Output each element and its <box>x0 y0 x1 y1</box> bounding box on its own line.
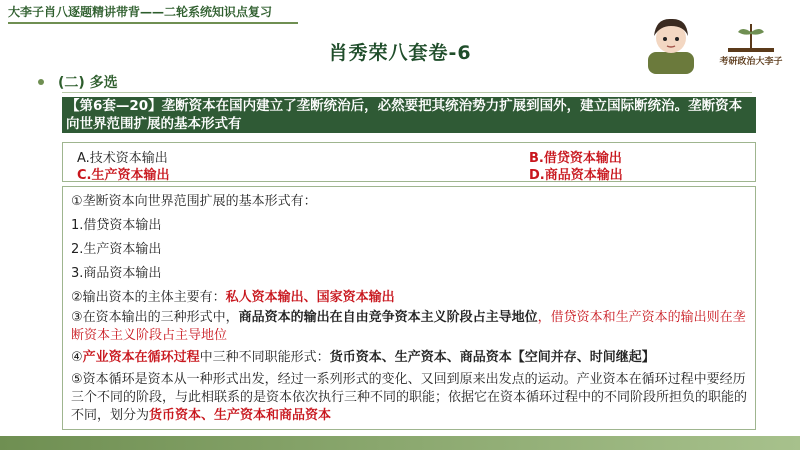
section-divider <box>62 92 752 93</box>
answer-7-bold: 货币资本、生产资本、商品资本【空间并存、时间继起】 <box>329 350 655 365</box>
series-underline <box>8 22 298 24</box>
cartoon-teacher-icon <box>640 12 702 74</box>
answer-line-2: 1.借贷资本输出 <box>71 218 162 233</box>
option-d: D.商品资本输出 <box>529 168 623 183</box>
question-box <box>62 97 756 133</box>
section-bullet <box>38 79 44 85</box>
slide-title: 肖秀荣八套卷-6 <box>328 42 472 64</box>
option-b: B.借贷资本输出 <box>529 151 622 166</box>
option-c: C.生产资本输出 <box>77 168 170 183</box>
answer-7-num: ④ <box>71 350 83 365</box>
answer-7-mid: 中三种不同职能形式： <box>199 350 330 365</box>
answer-6-bold: 商品资本的输出在自由竞争资本主义阶段占主导地位 <box>238 310 538 325</box>
answer-line-7 <box>71 349 747 367</box>
option-a: A.技术资本输出 <box>77 151 168 166</box>
avatar <box>640 12 702 74</box>
answer-7-red: 产业资本在循环过程 <box>82 350 200 365</box>
answer-6-red: ，借贷资本和生产资本的输出则在垄断资本主义阶段占主导地位 <box>71 310 746 343</box>
answer-8-red: 货币资本、生产资本和商品资本 <box>149 408 332 423</box>
answer-line-4: 3.商品资本输出 <box>71 266 162 281</box>
answer-line-6 <box>71 309 747 345</box>
answer-5-highlight: 私人资本输出、国家资本输出 <box>225 290 395 305</box>
answer-6-lead: ③在资本输出的三种形式中， <box>71 310 239 325</box>
answer-line-8 <box>71 371 747 425</box>
answer-box <box>62 186 756 430</box>
options-box <box>62 142 756 182</box>
logo-plant-icon <box>708 20 794 54</box>
series-title: 大李子肖八逐题精讲带背——二轮系统知识点复习 <box>8 5 273 19</box>
answer-8-lead: ⑤资本循环是资本从一种形式出发，经过一系列形式的变化、又回到原来出发点的运动。产业资本在循环过程中要经历三个不同的阶段，与此相联系的是资本依次执行三种不同的职能；依据它在资本循环过程中的不同阶段所担负的职能的不同，划分为 <box>71 372 748 423</box>
footer-bar <box>0 436 800 450</box>
answer-line-1: ①垄断资本向世界范围扩展的基本形式有： <box>71 194 317 209</box>
answer-line-5 <box>71 289 747 307</box>
answer-line-3: 2.生产资本输出 <box>71 242 162 257</box>
answer-5-lead: ②输出资本的主体主要有： <box>71 290 226 305</box>
section-label: (二) 多选 <box>58 75 118 91</box>
question-text: 【第6套—20】垄断资本在国内建立了垄断统治后，必然要把其统治势力扩展到国外，建立国际断统治。垄断资本向世界范围扩展的基本形式有 <box>66 98 743 132</box>
logo-text: 考研政治大李子 <box>719 57 783 67</box>
